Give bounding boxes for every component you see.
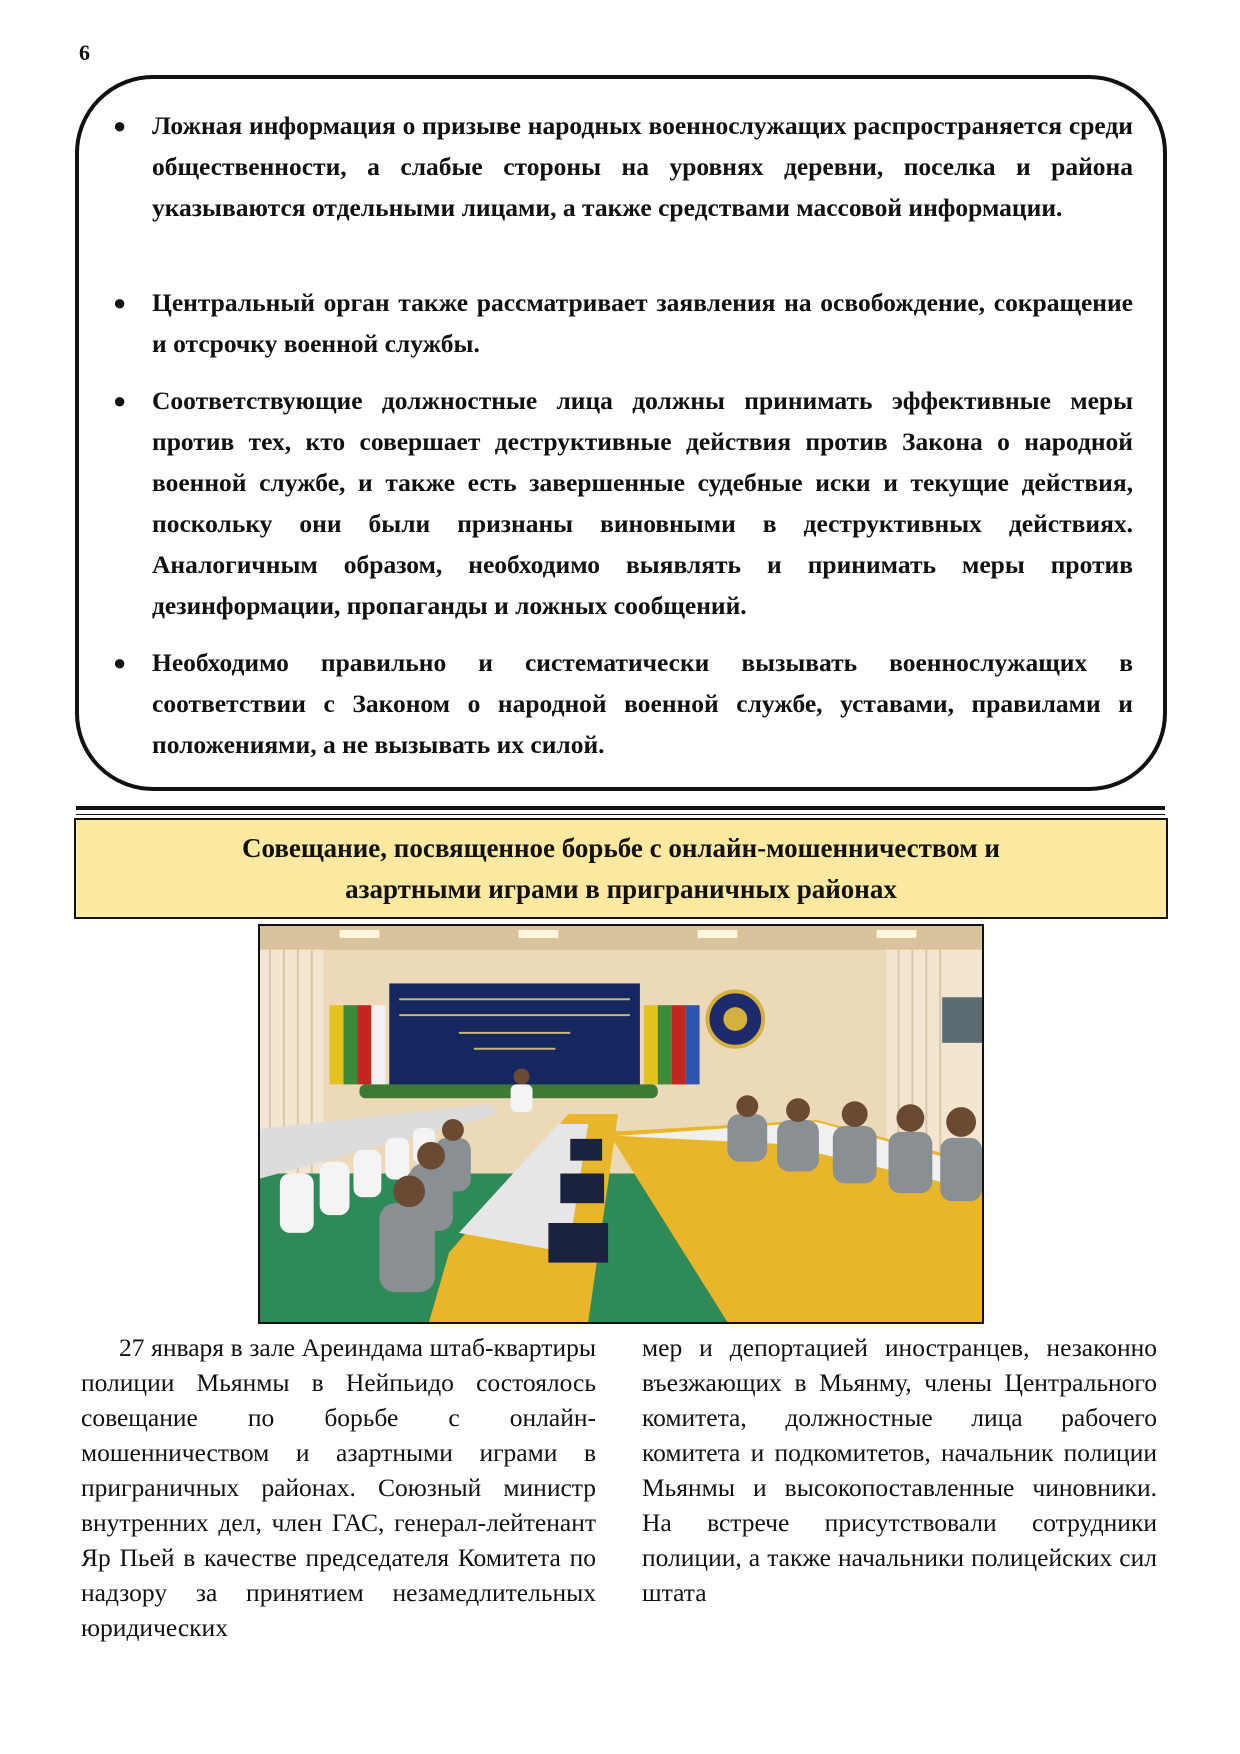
bullet-dot-icon: ● xyxy=(113,290,127,315)
section-divider-thick xyxy=(76,806,1165,810)
page-number: 6 xyxy=(79,40,90,65)
bullet-item-text: Ложная информация о призыве народных военнослужащих распространяется среди общественности, а слабые стороны на уровнях деревни, поселка и района указываются отдельными лицами, а также средствами массовой информации. xyxy=(152,111,1133,222)
bullet-item-text: Соответствующие должностные лица должны принимать эффективные меры против тех, кто совершает деструктивные действия против Закона о народной военной службе, и также есть завершенные судебные иски и текущие действия, поскольку они были признаны виновными в деструктивных действиях. Аналогичным образом, необходимо выявлять и принимать меры против дезинформации, пропаганды и ложных сообщений. xyxy=(152,386,1133,620)
article-title-line1: Совещание, посвященное борьбе с онлайн-мошенничеством и xyxy=(242,832,1000,863)
article-title xyxy=(242,828,1000,910)
section-divider-thin xyxy=(76,814,1165,815)
meeting-photo-illustration xyxy=(260,926,982,1322)
bullet-item xyxy=(113,380,1133,626)
article-column-right xyxy=(642,1330,1157,1610)
bullet-dot-icon: ● xyxy=(113,650,127,675)
bullet-box xyxy=(75,75,1167,791)
bullet-dot-icon: ● xyxy=(113,113,127,138)
article-paragraph: 27 января в зале Ареиндама штаб-квартиры полиции Мьянмы в Нейпьидо состоялось совещание по борьбе с онлайн-мошенничеством и азартными играми в приграничных районах. Союзный министр внутренних дел, член ГАС, генерал-лейтенант Яр Пьей в качестве председателя Комитета по надзору за принятием незамедлительных юридических xyxy=(81,1333,596,1642)
bullet-item-text: Необходимо правильно и систематически вызывать военнослужащих в соответствии с Законом о народной военной службе, уставами, правилами и положениями, а не вызывать их силой. xyxy=(152,648,1133,759)
bullet-item xyxy=(113,105,1133,228)
article-paragraph: мер и депортацией иностранцев, незаконно въезжающих в Мьянму, члены Центрального комитета, должностные лица рабочего комитета и подкомитетов, начальник полиции Мьянмы и высокопоставленные чиновники. На встрече присутствовали сотрудники полиции, а также начальники полицейских сил штата xyxy=(642,1333,1157,1607)
bullet-item xyxy=(113,282,1133,364)
meeting-photo xyxy=(258,924,984,1324)
article-title-line2: азартными играми в приграничных районах xyxy=(345,873,897,904)
bullet-item xyxy=(113,642,1133,765)
article-column-left xyxy=(81,1330,596,1645)
bullet-item-text: Центральный орган также рассматривает заявления на освобождение, сокращение и отсрочку военной службы. xyxy=(152,288,1133,358)
article-heading-banner xyxy=(74,818,1168,919)
bullet-dot-icon: ● xyxy=(113,388,127,413)
